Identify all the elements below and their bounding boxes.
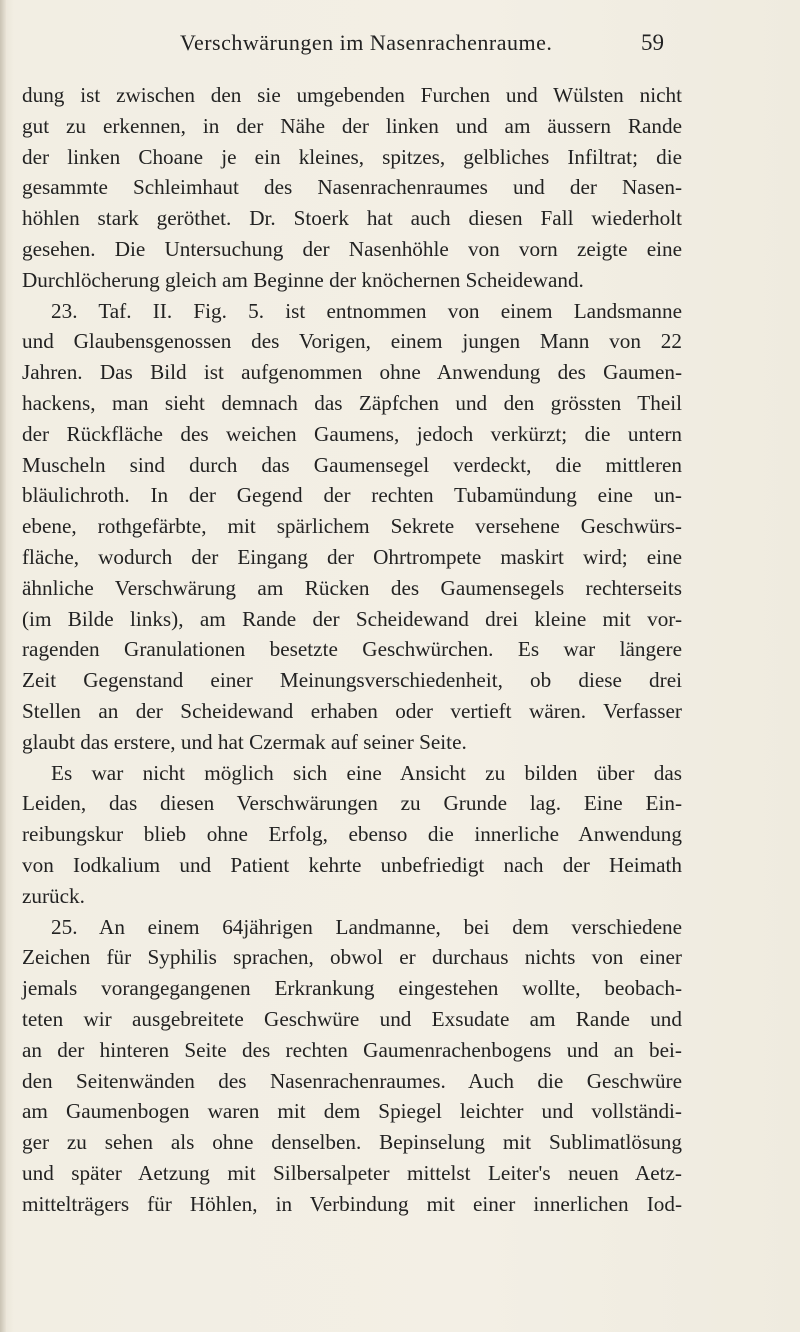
text-line: Leiden, das diesen Verschwärungen zu Grunde lag. Eine Ein- xyxy=(22,791,682,816)
text-line: 25. An einem 64jährigen Landmanne, bei dem verschiedene xyxy=(51,914,682,939)
text-line: ähnliche Verschwärung am Rücken des Gaumensegels rechterseits xyxy=(22,575,682,600)
text-line: bläulichroth. In der Gegend der rechten Tubamündung eine un- xyxy=(22,483,682,508)
text-line: fläche, wodurch der Eingang der Ohrtrompete maskirt wird; eine xyxy=(22,544,682,569)
body-text xyxy=(22,80,682,1219)
text-line: Durchlöcherung gleich am Beginne der knöchernen Scheidewand. xyxy=(22,267,584,292)
text-line: teten wir ausgebreitete Geschwüre und Exsudate am Rande und xyxy=(22,1006,682,1031)
running-title: Verschwärungen im Nasenrachenraume. xyxy=(180,30,553,55)
page-binding-edge xyxy=(0,0,6,1332)
text-line: Stellen an der Scheidewand erhaben oder vertieft wären. Verfasser xyxy=(22,698,682,723)
text-line: Muscheln sind durch das Gaumensegel verdeckt, die mittleren xyxy=(22,452,682,477)
text-line: ebene, rothgefärbte, mit spärlichem Sekrete versehene Geschwürs- xyxy=(22,514,682,539)
text-line: ger zu sehen als ohne denselben. Bepinselung mit Sublimatlösung xyxy=(22,1130,682,1155)
text-line: von Iodkalium und Patient kehrte unbefriedigt nach der Heimath xyxy=(22,852,682,877)
text-line: der linken Choane je ein kleines, spitzes, gelbliches Infiltrat; die xyxy=(22,144,682,169)
text-line: reibungskur blieb ohne Erfolg, ebenso die innerliche Anwendung xyxy=(22,822,682,847)
page-number: 59 xyxy=(641,30,664,55)
text-line: mittelträgers für Höhlen, in Verbindung mit einer innerlichen Iod- xyxy=(22,1191,682,1216)
text-line: dung ist zwischen den sie umgebenden Furchen und Wülsten nicht xyxy=(22,83,682,107)
text-line: zurück. xyxy=(22,883,85,908)
text-line: (im Bilde links), am Rande der Scheidewand drei kleine mit vor- xyxy=(22,606,682,631)
text-line: und Glaubensgenossen des Vorigen, einem jungen Mann von 22 xyxy=(22,329,682,354)
text-line: und später Aetzung mit Silbersalpeter mittelst Leiter's neuen Aetz- xyxy=(22,1160,682,1185)
text-line: ragenden Granulationen besetzte Geschwürchen. Es war längere xyxy=(22,637,682,662)
text-line: gesammte Schleimhaut des Nasenrachenraumes und der Nasen- xyxy=(22,175,682,200)
text-line: Jahren. Das Bild ist aufgenommen ohne Anwendung des Gaumen- xyxy=(22,360,682,385)
text-line: 23. Taf. II. Fig. 5. ist entnommen von einem Landsmanne xyxy=(51,298,682,323)
text-line: den Seitenwänden des Nasenrachenraumes. Auch die Geschwüre xyxy=(22,1068,682,1093)
text-line: am Gaumenbogen waren mit dem Spiegel leichter und vollständi- xyxy=(22,1099,682,1124)
text-line: gesehen. Die Untersuchung der Nasenhöhle von vorn zeigte eine xyxy=(22,236,682,261)
text-line: höhlen stark geröthet. Dr. Stoerk hat auch diesen Fall wiederholt xyxy=(22,206,682,231)
text-line: an der hinteren Seite des rechten Gaumenrachenbogens und an bei- xyxy=(22,1037,682,1062)
text-line: gut zu erkennen, in der Nähe der linken und am äussern Rande xyxy=(22,113,682,138)
text-line: glaubt das erstere, und hat Czermak auf seiner Seite. xyxy=(22,729,467,754)
text-line: Es war nicht möglich sich eine Ansicht zu bilden über das xyxy=(51,760,682,785)
text-line: Zeit Gegenstand einer Meinungsverschiedenheit, ob diese drei xyxy=(22,668,682,693)
text-line: hackens, man sieht demnach das Zäpfchen und den grössten Theil xyxy=(22,390,682,415)
text-line: jemals vorangegangenen Erkrankung eingestehen wollte, beobach- xyxy=(22,976,682,1001)
text-line: der Rückfläche des weichen Gaumens, jedoch verkürzt; die untern xyxy=(22,421,682,446)
page-header xyxy=(0,30,800,60)
text-line: Zeichen für Syphilis sprachen, obwol er durchaus nichts von einer xyxy=(22,945,682,970)
